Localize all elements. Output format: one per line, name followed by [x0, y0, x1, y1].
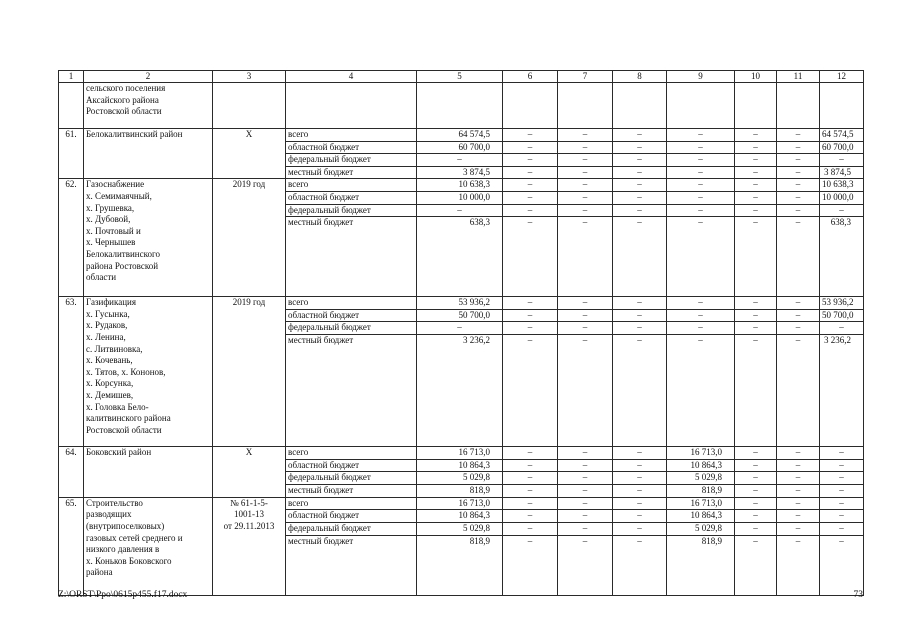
amount-c5: 16 713,0: [417, 497, 503, 510]
amount-c9: 5 029,8: [667, 472, 735, 485]
object-name-line: Газификация: [86, 297, 136, 308]
amount-c11: –: [777, 472, 820, 485]
amount-c10: –: [735, 472, 777, 485]
amount-c5: 818,9: [417, 484, 503, 497]
amount-c12: –: [820, 446, 864, 459]
amount-c6: –: [503, 204, 558, 217]
amount-c6: –: [503, 334, 558, 446]
amount-c11: [777, 83, 820, 129]
amount-c12: 10 638,3: [820, 179, 864, 192]
amount-c12: –: [820, 522, 864, 535]
amount-c6: –: [503, 141, 558, 154]
amount-c7: [558, 83, 613, 129]
amount-c7: –: [558, 510, 613, 523]
amount-c6: –: [503, 191, 558, 204]
amount-c11: –: [777, 217, 820, 297]
funding-source: местный бюджет: [286, 535, 417, 595]
document-sheet: [58, 70, 863, 596]
amount-c7: –: [558, 522, 613, 535]
amount-c12: –: [820, 535, 864, 595]
amount-c8: –: [613, 510, 667, 523]
object-name: [84, 179, 213, 297]
file-path: Z:\ORST\Ppo\0615p455.f17.docx: [58, 590, 188, 600]
amount-c11: –: [777, 535, 820, 595]
amount-c8: –: [613, 459, 667, 472]
amount-c12: –: [820, 204, 864, 217]
amount-c10: –: [735, 297, 777, 310]
amount-c7: –: [558, 535, 613, 595]
amount-c6: –: [503, 446, 558, 459]
amount-c9: –: [667, 309, 735, 322]
table-row: [59, 179, 864, 192]
object-name-line: области: [86, 272, 117, 283]
amount-c12: 50 700,0: [820, 309, 864, 322]
amount-c7: –: [558, 472, 613, 485]
col-header: 7: [558, 71, 613, 83]
funding-source: федеральный бюджет: [286, 322, 417, 335]
amount-c6: –: [503, 322, 558, 335]
object-name-line: х. Демишев,: [86, 389, 134, 400]
amount-c10: –: [735, 309, 777, 322]
funding-source: федеральный бюджет: [286, 522, 417, 535]
amount-c9: 16 713,0: [667, 497, 735, 510]
amount-c6: [503, 83, 558, 129]
amount-c5: 3 236,2: [417, 334, 503, 446]
amount-c6: –: [503, 179, 558, 192]
amount-c11: –: [777, 179, 820, 192]
amount-c10: –: [735, 510, 777, 523]
object-name-line: Белокалитвинского: [86, 248, 160, 259]
amount-c6: –: [503, 309, 558, 322]
object-name-line: Ростовской области: [86, 424, 162, 435]
amount-c12: 3 236,2: [820, 334, 864, 446]
amount-c8: –: [613, 154, 667, 167]
amount-c9: –: [667, 191, 735, 204]
amount-c7: –: [558, 179, 613, 192]
funding-source: федеральный бюджет: [286, 204, 417, 217]
funding-source: областной бюджет: [286, 309, 417, 322]
amount-c6: –: [503, 484, 558, 497]
period-line: Х: [245, 129, 253, 139]
amount-c9: –: [667, 334, 735, 446]
budget-table: [58, 70, 864, 596]
object-name-line: с. Литвиновка,: [86, 343, 143, 354]
funding-source: местный бюджет: [286, 166, 417, 179]
row-number: 63.: [59, 297, 84, 447]
object-name-line: х. Дубовой,: [86, 214, 131, 225]
amount-c11: –: [777, 129, 820, 142]
amount-c10: –: [735, 204, 777, 217]
period-line: № 61-1-5-: [230, 497, 268, 508]
amount-c7: –: [558, 459, 613, 472]
amount-c10: –: [735, 154, 777, 167]
period-cell: [213, 297, 286, 447]
amount-c8: –: [613, 141, 667, 154]
period-line: Х: [245, 446, 253, 457]
amount-c5: 10 864,3: [417, 510, 503, 523]
funding-source: всего: [286, 497, 417, 510]
amount-c8: –: [613, 297, 667, 310]
period-cell: [213, 179, 286, 297]
amount-c5: 10 000,0: [417, 191, 503, 204]
amount-c11: –: [777, 204, 820, 217]
amount-c8: –: [613, 191, 667, 204]
amount-c5: 818,9: [417, 535, 503, 595]
object-name: [84, 297, 213, 447]
object-name-line: х. Гусынка,: [86, 308, 130, 319]
object-name-line: х. Коньков Боковского: [86, 555, 172, 566]
amount-c8: –: [613, 535, 667, 595]
amount-c9: 818,9: [667, 484, 735, 497]
amount-c6: –: [503, 129, 558, 142]
amount-c8: –: [613, 484, 667, 497]
header-row: [59, 71, 864, 83]
amount-c8: –: [613, 497, 667, 510]
amount-c6: –: [503, 510, 558, 523]
amount-c9: [667, 83, 735, 129]
amount-c10: –: [735, 166, 777, 179]
object-name-line: Белокалитвинский район: [86, 129, 183, 139]
amount-c12: [820, 83, 864, 129]
amount-c9: –: [667, 217, 735, 297]
amount-c6: –: [503, 459, 558, 472]
amount-c7: –: [558, 129, 613, 142]
amount-c9: 5 029,8: [667, 522, 735, 535]
amount-c11: –: [777, 459, 820, 472]
amount-c11: –: [777, 297, 820, 310]
amount-c10: –: [735, 535, 777, 595]
object-name-line: газовых сетей среднего и: [86, 532, 183, 543]
amount-c12: 53 936,2: [820, 297, 864, 310]
amount-c5: 10 638,3: [417, 179, 503, 192]
amount-c9: 10 864,3: [667, 459, 735, 472]
amount-c6: –: [503, 522, 558, 535]
amount-c7: –: [558, 322, 613, 335]
period-line: от 29.11.2013: [223, 520, 275, 531]
amount-c6: –: [503, 166, 558, 179]
period-cell: [213, 497, 286, 595]
amount-c10: [735, 83, 777, 129]
table-row: [59, 297, 864, 310]
amount-c12: –: [820, 510, 864, 523]
col-header: 5: [417, 71, 503, 83]
amount-c7: –: [558, 497, 613, 510]
col-header: 4: [286, 71, 417, 83]
amount-c10: –: [735, 497, 777, 510]
object-name-line: низкого давления в: [86, 544, 160, 555]
funding-source: местный бюджет: [286, 217, 417, 297]
object-name-line: Газоснабжение: [86, 179, 145, 190]
period-line: 1001-13: [234, 509, 264, 520]
row-number: [59, 83, 84, 129]
row-number: 64.: [59, 446, 84, 497]
amount-c9: 818,9: [667, 535, 735, 595]
funding-source: [286, 83, 417, 129]
amount-c11: –: [777, 522, 820, 535]
amount-c6: –: [503, 535, 558, 595]
amount-c10: –: [735, 191, 777, 204]
funding-source: всего: [286, 179, 417, 192]
col-header: 8: [613, 71, 667, 83]
amount-c9: –: [667, 322, 735, 335]
amount-c12: 10 000,0: [820, 191, 864, 204]
amount-c7: –: [558, 166, 613, 179]
object-name-line: х. Тятов, х. Кононов,: [86, 366, 166, 377]
amount-c12: –: [820, 497, 864, 510]
amount-c12: 638,3: [820, 217, 864, 297]
row-number: 65.: [59, 497, 84, 595]
object-name-line: х. Рудаков,: [86, 320, 128, 331]
object-name: [84, 497, 213, 595]
amount-c12: 60 700,0: [820, 141, 864, 154]
amount-c8: –: [613, 446, 667, 459]
object-name: [84, 129, 213, 179]
period-cell: [213, 129, 286, 179]
table-row: [59, 497, 864, 510]
amount-c12: –: [820, 472, 864, 485]
amount-c11: –: [777, 446, 820, 459]
amount-c5: 16 713,0: [417, 446, 503, 459]
amount-c8: –: [613, 322, 667, 335]
col-header: 11: [777, 71, 820, 83]
amount-c9: 10 864,3: [667, 510, 735, 523]
funding-source: областной бюджет: [286, 510, 417, 523]
amount-c8: –: [613, 522, 667, 535]
object-name-line: сельского поселения: [86, 83, 166, 93]
object-name-line: калитвинского района: [86, 413, 171, 424]
amount-c10: –: [735, 522, 777, 535]
amount-c9: –: [667, 204, 735, 217]
amount-c8: [613, 83, 667, 129]
object-name-line: х. Семимаячный,: [86, 190, 152, 201]
amount-c10: –: [735, 484, 777, 497]
col-header: 9: [667, 71, 735, 83]
amount-c8: –: [613, 179, 667, 192]
amount-c5: 50 700,0: [417, 309, 503, 322]
object-name-line: Ростовской области: [86, 106, 162, 117]
funding-source: местный бюджет: [286, 334, 417, 446]
object-name-line: х. Чернышев: [86, 237, 136, 248]
object-name-line: района Ростовской: [86, 260, 159, 271]
table-row: [59, 83, 864, 129]
table-row: [59, 446, 864, 459]
amount-c12: 3 874,5: [820, 166, 864, 179]
amount-c9: –: [667, 154, 735, 167]
amount-c11: –: [777, 191, 820, 204]
object-name-line: х. Ленина,: [86, 331, 126, 342]
amount-c5: 638,3: [417, 217, 503, 297]
object-name-line: разводящих: [86, 509, 132, 520]
amount-c5: [417, 83, 503, 129]
amount-c5: 53 936,2: [417, 297, 503, 310]
amount-c10: –: [735, 334, 777, 446]
amount-c8: –: [613, 309, 667, 322]
amount-c8: –: [613, 334, 667, 446]
amount-c5: 5 029,8: [417, 522, 503, 535]
amount-c9: –: [667, 141, 735, 154]
object-name-line: х. Грушевка,: [86, 202, 135, 213]
amount-c8: –: [613, 204, 667, 217]
amount-c7: –: [558, 446, 613, 459]
object-name-line: (внутрипоселковых): [86, 520, 165, 531]
amount-c5: –: [417, 154, 503, 167]
page-number: 73: [853, 590, 863, 600]
object-name-line: х. Почтовый и: [86, 225, 141, 236]
amount-c12: –: [820, 154, 864, 167]
amount-c11: –: [777, 510, 820, 523]
amount-c10: –: [735, 446, 777, 459]
amount-c11: –: [777, 166, 820, 179]
amount-c7: –: [558, 297, 613, 310]
amount-c8: –: [613, 129, 667, 142]
object-name-line: х. Головка Бело-: [86, 401, 149, 412]
object-name: [84, 83, 213, 129]
amount-c12: –: [820, 322, 864, 335]
col-header: 10: [735, 71, 777, 83]
col-header: 1: [59, 71, 84, 83]
amount-c10: –: [735, 129, 777, 142]
amount-c7: –: [558, 334, 613, 446]
amount-c7: –: [558, 154, 613, 167]
col-header: 12: [820, 71, 864, 83]
amount-c8: –: [613, 166, 667, 179]
period-line: 2019 год: [232, 297, 266, 308]
table-row: [59, 129, 864, 142]
object-name: [84, 446, 213, 497]
amount-c12: 64 574,5: [820, 129, 864, 142]
row-number: 62.: [59, 179, 84, 297]
amount-c5: 5 029,8: [417, 472, 503, 485]
funding-source: федеральный бюджет: [286, 472, 417, 485]
period-cell: [213, 83, 286, 129]
col-header: 3: [213, 71, 286, 83]
amount-c6: –: [503, 154, 558, 167]
amount-c6: –: [503, 297, 558, 310]
amount-c11: –: [777, 141, 820, 154]
object-name-line: района: [86, 567, 113, 578]
amount-c11: –: [777, 334, 820, 446]
amount-c11: –: [777, 154, 820, 167]
amount-c6: –: [503, 497, 558, 510]
amount-c10: –: [735, 322, 777, 335]
amount-c11: –: [777, 309, 820, 322]
funding-source: всего: [286, 446, 417, 459]
amount-c6: –: [503, 217, 558, 297]
col-header: 2: [84, 71, 213, 83]
row-number: 61.: [59, 129, 84, 179]
amount-c5: –: [417, 322, 503, 335]
amount-c5: 64 574,5: [417, 129, 503, 142]
object-name-line: Боковский район: [86, 446, 152, 457]
funding-source: всего: [286, 297, 417, 310]
funding-source: местный бюджет: [286, 484, 417, 497]
object-name-line: х. Кочевань,: [86, 355, 133, 366]
amount-c12: –: [820, 484, 864, 497]
amount-c11: –: [777, 497, 820, 510]
amount-c10: –: [735, 179, 777, 192]
amount-c10: –: [735, 459, 777, 472]
amount-c10: –: [735, 141, 777, 154]
amount-c11: –: [777, 322, 820, 335]
amount-c7: –: [558, 141, 613, 154]
period-cell: [213, 446, 286, 497]
amount-c5: 60 700,0: [417, 141, 503, 154]
amount-c6: –: [503, 472, 558, 485]
amount-c10: –: [735, 217, 777, 297]
amount-c12: –: [820, 459, 864, 472]
amount-c8: –: [613, 217, 667, 297]
amount-c9: –: [667, 297, 735, 310]
amount-c8: –: [613, 472, 667, 485]
amount-c9: 16 713,0: [667, 446, 735, 459]
col-header: 6: [503, 71, 558, 83]
amount-c5: 10 864,3: [417, 459, 503, 472]
object-name-line: х. Корсунка,: [86, 378, 134, 389]
amount-c7: –: [558, 484, 613, 497]
amount-c5: –: [417, 204, 503, 217]
funding-source: областной бюджет: [286, 191, 417, 204]
amount-c9: –: [667, 179, 735, 192]
period-line: 2019 год: [232, 179, 266, 190]
amount-c7: –: [558, 217, 613, 297]
amount-c9: –: [667, 129, 735, 142]
funding-source: областной бюджет: [286, 459, 417, 472]
funding-source: областной бюджет: [286, 141, 417, 154]
amount-c11: –: [777, 484, 820, 497]
funding-source: федеральный бюджет: [286, 154, 417, 167]
funding-source: всего: [286, 129, 417, 142]
object-name-line: Аксайского района: [86, 94, 159, 105]
amount-c9: –: [667, 166, 735, 179]
amount-c5: 3 874,5: [417, 166, 503, 179]
amount-c7: –: [558, 191, 613, 204]
object-name-line: Строительство: [86, 497, 143, 508]
amount-c7: –: [558, 309, 613, 322]
amount-c7: –: [558, 204, 613, 217]
